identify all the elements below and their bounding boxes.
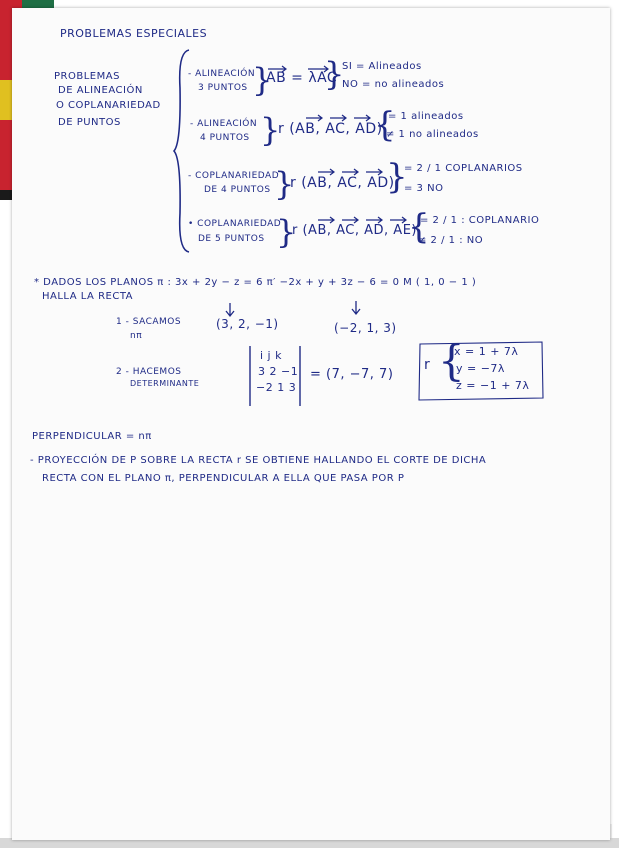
case-3-brace-icon: } [274,165,295,203]
projection-line-2: RECTA CON EL PLANO π, PERPENDICULAR A ELLA QUE PASA POR P [42,473,405,484]
step-1-label-1: 1 - SACAMOS [116,317,182,327]
case-4-label-2: DE 5 PUNTOS [198,234,265,244]
example-intro-line-2: HALLA LA RECTA [42,291,133,302]
case-1-label-2: 3 PUNTOS [198,83,248,93]
normal-vector-2: (−2, 1, 3) [334,321,397,335]
determinant-row-1: i j k [260,349,282,362]
case-2-vector-arrows-icon [304,112,384,122]
case-2-brace-icon: } [260,111,281,149]
left-block-line-4: DE PUNTOS [58,117,121,128]
case-2-label-2: 4 PUNTOS [200,133,250,143]
determinant-row-2: 3 2 −1 [258,365,299,378]
case-2-result-2: ≠ 1 no alineados [386,129,479,140]
left-block-line-3: O COPLANARIEDAD [56,100,161,111]
line-r-label: r [424,357,431,373]
case-2-label-1: - ALINEACIÓN [190,119,258,129]
case-4-result-1: = 2 / 1 : COPLANARIO [420,215,540,226]
step-2-label-1: 2 - HACEMOS [116,367,182,377]
case-1-result-brace-icon: } [324,55,345,93]
case-2-result-brace-icon: { [374,105,396,145]
determinant-result: = (7, −7, 7) [310,367,394,382]
case-1-result-2: NO = no alineados [342,79,445,90]
case-4-result-brace-icon: { [408,207,430,247]
case-3-result-brace-icon: } [386,157,408,197]
case-2-result-1: = 1 alineados [388,111,464,122]
paper-sheet [12,8,610,840]
perpendicular-note: PERPENDICULAR = nπ [32,431,152,442]
step-1-label-2: nπ [130,331,143,341]
left-block-line-2: DE ALINEACIÓN [58,85,143,96]
case-1-formula: AB = λAC [266,70,338,86]
case-3-result-1: = 2 / 1 COPLANARIOS [404,163,523,174]
param-brace-icon: { [438,336,465,385]
left-block-line-1: PROBLEMAS [54,71,120,82]
determinant-row-3: −2 1 3 [256,381,297,394]
case-3-vector-arrows-icon [316,166,396,176]
case-4-result-2: ≠ 2 / 1 : NO [418,235,484,246]
case-1-result-1: SI = Alineados [342,61,422,72]
down-arrow-2-icon [350,300,362,316]
case-3-result-2: = 3 NO [404,183,444,194]
step-2-label-2: DETERMINANTE [130,379,200,388]
normal-vector-1: (3, 2, −1) [216,317,279,331]
param-eq-z: z = −1 + 7λ [456,379,530,392]
case-1-label-1: - ALINEACIÓN [188,69,256,79]
param-eq-x: x = 1 + 7λ [454,345,519,358]
case-3-formula: r (AB, AC, AD) [290,175,395,191]
case-4-brace-icon: } [276,213,297,251]
case-4-formula: r (AB, AC, AD, AE) [292,223,417,238]
projection-line-1: - PROYECCIÓN DE P SOBRE LA RECTA r SE OBTIENE HALLANDO EL CORTE DE DICHA [30,455,487,466]
case-4-label-1: • COPLANARIEDAD [188,219,282,229]
case-3-label-2: DE 4 PUNTOS [204,185,271,195]
case-3-label-1: - COPLANARIEDAD [188,171,280,181]
case-1-brace-icon: } [252,61,273,99]
example-intro-line-1: * DADOS LOS PLANOS π : 3x + 2y − z = 6 π′ −2x + y + 3z − 6 = 0 M ( 1, 0 − 1 ) [34,277,477,288]
down-arrow-1-icon [224,302,236,318]
page-title: PROBLEMAS ESPECIALES [60,27,208,40]
case-2-formula: r (AB, AC, AD) [278,121,383,137]
param-eq-y: y = −7λ [456,362,505,375]
